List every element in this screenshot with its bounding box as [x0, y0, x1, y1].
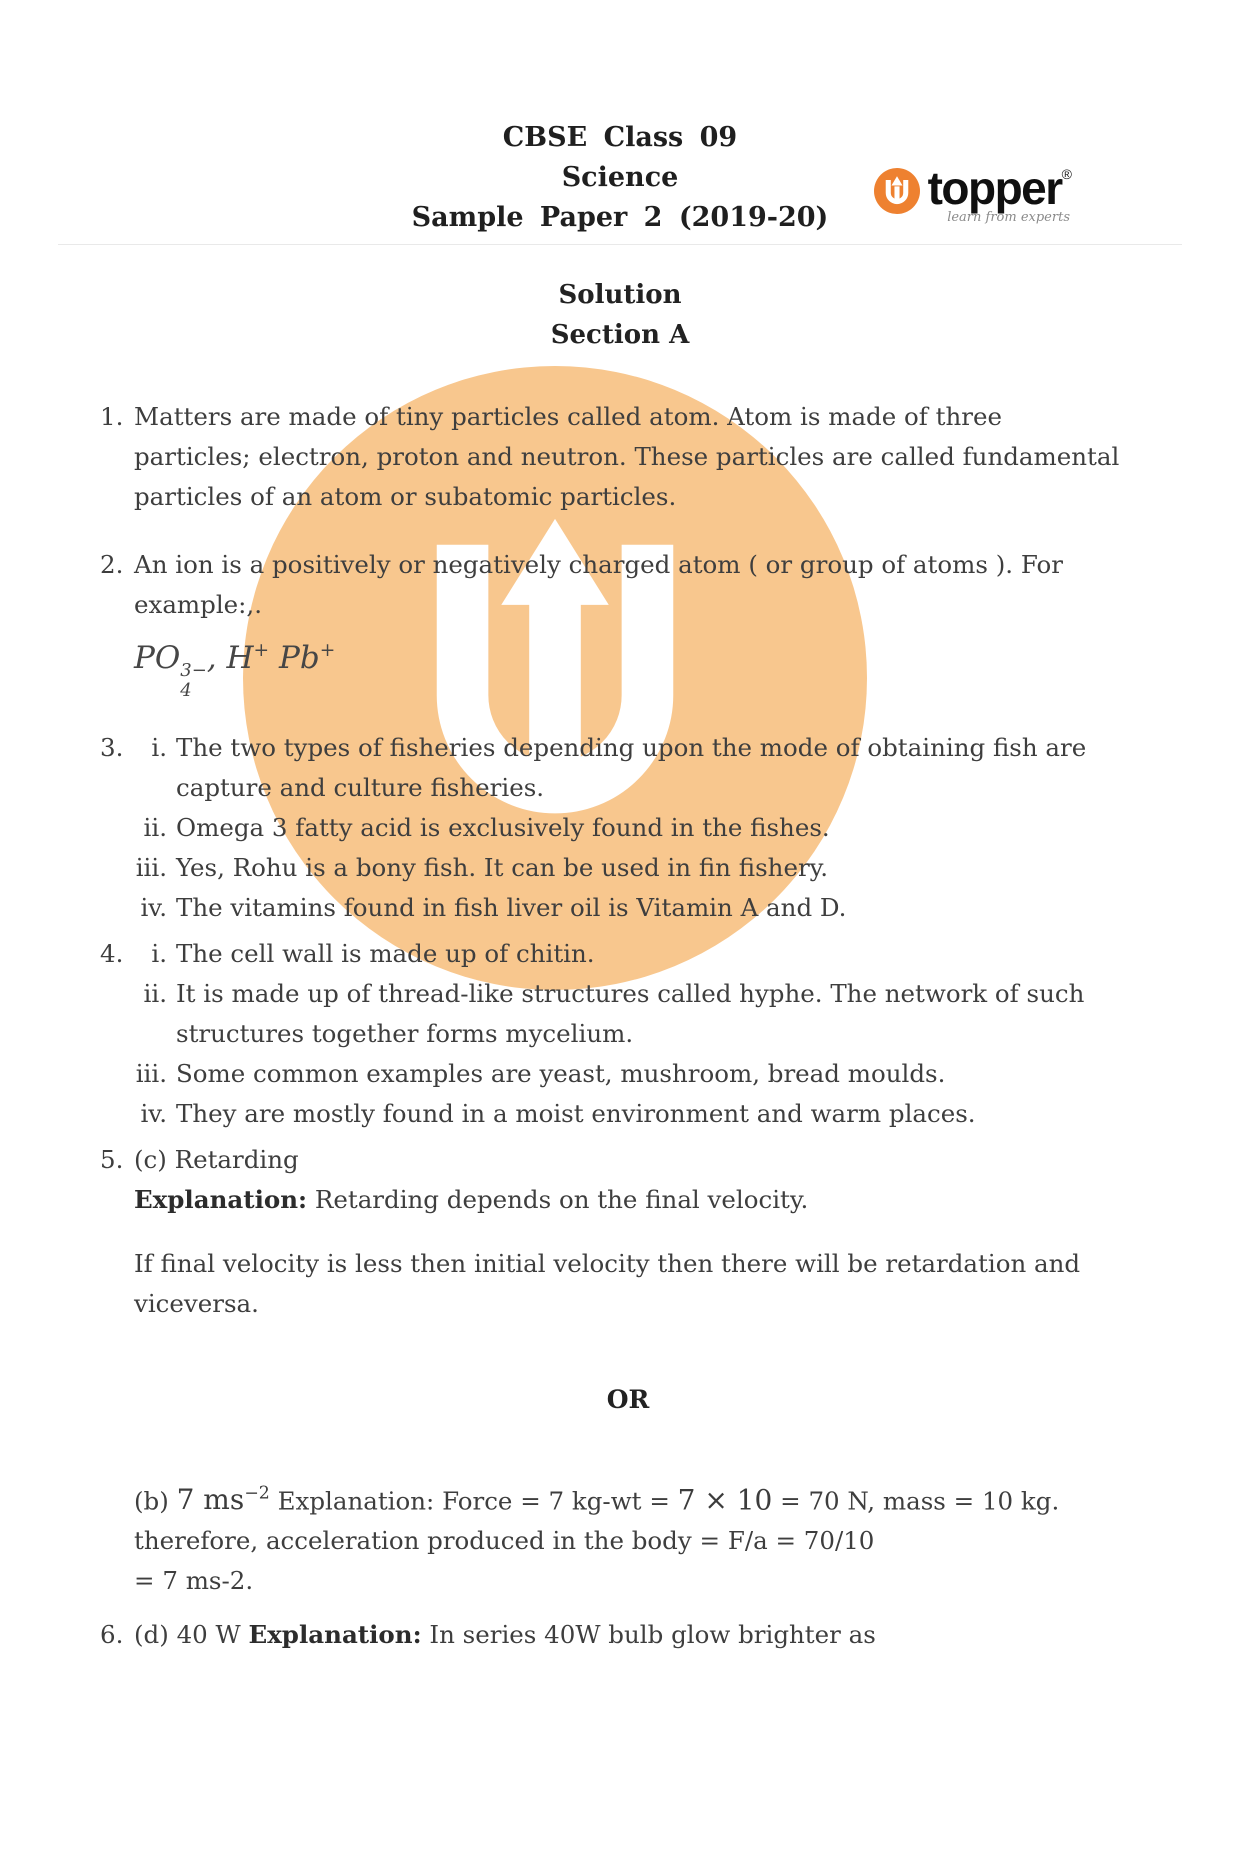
question-6-number: 6.	[100, 1620, 124, 1650]
alt-text2: = 70 N, mass = 10 kg. therefore, acceleration produced in the body = F/a = 70/10	[134, 1486, 1060, 1556]
item-text: Omega 3 fatty acid is exclusively found in the fishes.	[176, 813, 830, 842]
math-sup-plus2: +	[319, 640, 336, 661]
math-sub-4: 4	[180, 679, 192, 701]
item-text: Yes, Rohu is a bony fish. It can be used in fin fishery.	[176, 853, 829, 882]
question-4-item-iii	[134, 1054, 1122, 1094]
question-5-alt-answer	[134, 1474, 1122, 1561]
item-text: It is made up of thread-like structures called hyphe. The network of such structures together forms mycelium.	[176, 979, 1085, 1048]
item-label: ii.	[143, 813, 167, 842]
question-1-number: 1.	[100, 402, 124, 431]
question-4-item-iv	[134, 1094, 1122, 1134]
item-text: They are mostly found in a moist environment and warm places.	[176, 1099, 976, 1128]
question-5-para2: If final velocity is less then initial velocity then there will be retardation and viceversa.	[134, 1249, 1081, 1318]
doc-title-line2: Science	[561, 162, 679, 193]
registered-mark: ®	[1061, 166, 1072, 182]
explanation-label: Explanation:	[134, 1185, 308, 1214]
math-supsub	[180, 661, 207, 700]
question-3-item-iii	[134, 848, 1122, 888]
math-base-pb: Pb	[269, 640, 320, 677]
math-mid-h: , H	[206, 640, 254, 677]
math-7x10: 7 × 10	[677, 1483, 773, 1517]
explanation-text: In series 40W bulb glow brighter as	[421, 1620, 876, 1650]
brand-tagline: learn from experts	[947, 210, 1070, 225]
math-7ms-exp: −2	[244, 1484, 270, 1504]
explanation-text: Retarding depends on the final velocity.	[307, 1185, 809, 1214]
math-sup-3minus: 3−	[180, 660, 207, 682]
alt-prefix: (b)	[134, 1486, 177, 1516]
logo	[874, 162, 1072, 225]
item-label: iv.	[140, 893, 167, 922]
question-1	[100, 397, 1122, 517]
utopper-logo-icon	[874, 168, 920, 218]
question-4	[100, 934, 1122, 1134]
question-6-answer	[134, 1615, 1122, 1655]
solution-body	[0, 397, 1240, 1655]
question-5-explanation	[134, 1180, 1122, 1220]
alt-text1: Explanation: Force = 7 kg-wt =	[269, 1486, 678, 1516]
math-7ms	[177, 1483, 270, 1516]
item-label: i.	[151, 733, 167, 762]
question-3-item-ii	[134, 808, 1122, 848]
question-2	[100, 545, 1122, 700]
explanation-label: Explanation:	[248, 1620, 422, 1650]
math-base-po: PO	[134, 640, 181, 677]
item-label: i.	[151, 939, 167, 968]
header-divider	[58, 244, 1182, 245]
question-4-item-ii	[134, 974, 1122, 1054]
question-2-math	[134, 627, 1122, 700]
math-7ms-base: 7 ms	[176, 1483, 245, 1517]
item-label: iii.	[135, 1059, 167, 1088]
question-1-text: Matters are made of tiny particles called atom. Atom is made of three particles; electron, proton and neutron. These particles are called fundamental particles of an atom or subatomic particles.	[134, 402, 1120, 511]
question-3-item-iv	[134, 888, 1122, 928]
item-text: The vitamins found in fish liver oil is Vitamin A and D.	[176, 893, 847, 922]
question-4-item-i	[134, 934, 1122, 974]
item-text: The cell wall is made up of chitin.	[176, 939, 595, 968]
answer-prefix: (d) 40 W	[134, 1620, 249, 1650]
question-2-text: An ion is a positively or negatively charged atom ( or group of atoms ). For example:,.	[134, 550, 1063, 619]
question-3-number: 3.	[100, 733, 124, 762]
or-separator: OR	[606, 1385, 650, 1414]
item-text: The two types of fisheries depending upon the mode of obtaining fish are capture and culture fisheries.	[176, 733, 1087, 802]
item-label: ii.	[143, 979, 167, 1008]
question-5	[100, 1140, 1122, 1601]
question-5-number: 5.	[100, 1145, 124, 1174]
item-label: iii.	[135, 853, 167, 882]
question-3-item-i	[134, 728, 1122, 808]
question-5-alt-line2: = 7 ms-2.	[134, 1566, 254, 1596]
question-6	[100, 1615, 1122, 1655]
question-4-number: 4.	[100, 939, 124, 968]
item-label: iv.	[140, 1099, 167, 1128]
question-5-answer: (c) Retarding	[134, 1145, 299, 1174]
brand-wrap	[927, 162, 1072, 225]
doc-title-line3: Sample Paper 2 (2019-20)	[411, 202, 829, 233]
question-2-number: 2.	[100, 550, 124, 579]
section-a-title: Section A	[550, 320, 690, 350]
question-3	[100, 728, 1122, 928]
brand-name: topper	[927, 162, 1062, 214]
doc-title-line1: CBSE Class 09	[502, 122, 738, 153]
solution-title: Solution	[558, 280, 682, 310]
math-sup-plus1: +	[253, 640, 270, 661]
item-text: Some common examples are yeast, mushroom, bread moulds.	[176, 1059, 946, 1088]
